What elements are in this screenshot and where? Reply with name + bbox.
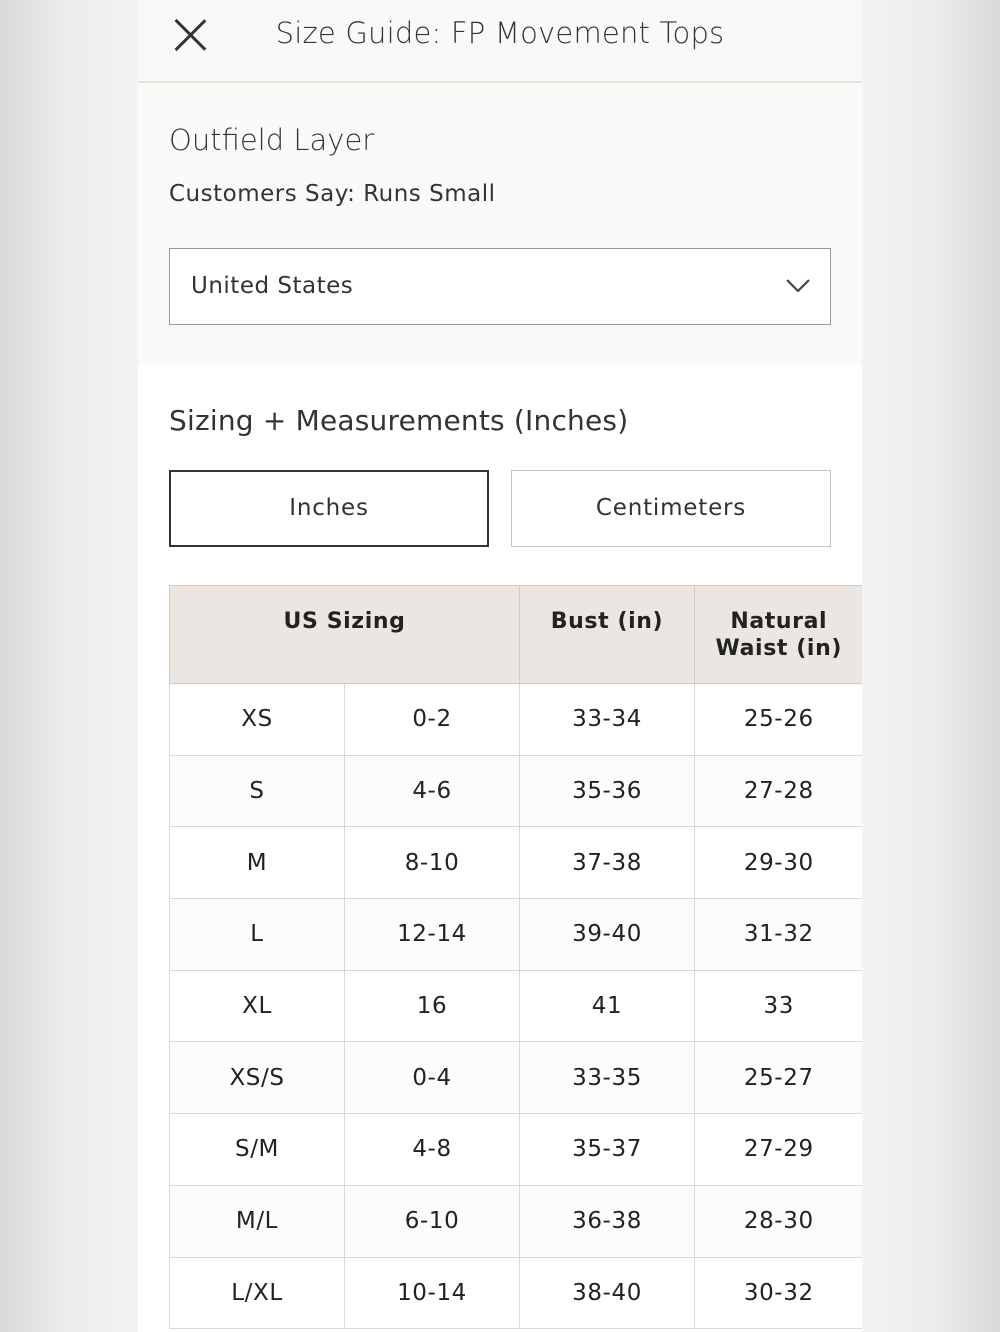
country-select-value: United States xyxy=(191,273,354,299)
country-select[interactable] xyxy=(169,248,831,325)
measurements-title: Sizing + Measurements (Inches) xyxy=(169,404,629,437)
table-row xyxy=(170,1114,863,1186)
cell-waist: 29-30 xyxy=(695,827,862,899)
cell-bust: 41 xyxy=(520,970,695,1042)
product-section xyxy=(138,83,862,365)
cell-numeric: 10-14 xyxy=(345,1257,520,1329)
cell-size: XL xyxy=(170,970,345,1042)
cell-size: S xyxy=(170,755,345,827)
cell-bust: 33-35 xyxy=(520,1042,695,1114)
cell-bust: 38-40 xyxy=(520,1257,695,1329)
cell-waist: 31-32 xyxy=(695,899,862,971)
fit-note: Customers Say: Runs Small xyxy=(169,181,496,207)
cell-size: L/XL xyxy=(170,1257,345,1329)
size-guide-panel xyxy=(138,0,862,1332)
table-row xyxy=(170,970,863,1042)
table-row xyxy=(170,1257,863,1329)
header-natural-waist xyxy=(695,586,862,684)
header-us-sizing: US Sizing xyxy=(170,586,520,684)
cell-numeric: 4-6 xyxy=(345,755,520,827)
table-body xyxy=(170,684,863,1329)
cell-waist: 25-26 xyxy=(695,684,862,756)
cell-bust: 33-34 xyxy=(520,684,695,756)
cell-numeric: 0-4 xyxy=(345,1042,520,1114)
header-waist-line1: Natural xyxy=(730,609,828,634)
header xyxy=(138,0,862,83)
cell-waist: 25-27 xyxy=(695,1042,862,1114)
table-row xyxy=(170,827,863,899)
cell-size: M/L xyxy=(170,1185,345,1257)
size-table xyxy=(169,585,862,1329)
cell-bust: 36-38 xyxy=(520,1185,695,1257)
table-row xyxy=(170,1185,863,1257)
cell-numeric: 6-10 xyxy=(345,1185,520,1257)
cell-waist: 33 xyxy=(695,970,862,1042)
cell-bust: 37-38 xyxy=(520,827,695,899)
cell-size: L xyxy=(170,899,345,971)
cell-waist: 27-29 xyxy=(695,1114,862,1186)
cell-numeric: 4-8 xyxy=(345,1114,520,1186)
chevron-down-icon xyxy=(784,271,812,299)
cell-numeric: 8-10 xyxy=(345,827,520,899)
inches-button[interactable]: Inches xyxy=(169,470,489,547)
cell-bust: 35-36 xyxy=(520,755,695,827)
cell-size: M xyxy=(170,827,345,899)
cell-size: XS/S xyxy=(170,1042,345,1114)
cell-size: S/M xyxy=(170,1114,345,1186)
table-row xyxy=(170,1042,863,1114)
cell-waist: 28-30 xyxy=(695,1185,862,1257)
header-waist-line2: Waist (in) xyxy=(715,636,842,661)
cell-bust: 35-37 xyxy=(520,1114,695,1186)
table-row xyxy=(170,755,863,827)
product-name: Outfield Layer xyxy=(169,123,375,157)
cell-bust: 39-40 xyxy=(520,899,695,971)
cell-size: XS xyxy=(170,684,345,756)
cell-waist: 30-32 xyxy=(695,1257,862,1329)
cell-numeric: 0-2 xyxy=(345,684,520,756)
page-title: Size Guide: FP Movement Tops xyxy=(275,16,725,50)
centimeters-button[interactable]: Centimeters xyxy=(511,470,831,547)
cell-numeric: 16 xyxy=(345,970,520,1042)
table-row xyxy=(170,684,863,756)
header-bust: Bust (in) xyxy=(520,586,695,684)
cell-numeric: 12-14 xyxy=(345,899,520,971)
table-row xyxy=(170,899,863,971)
cell-waist: 27-28 xyxy=(695,755,862,827)
